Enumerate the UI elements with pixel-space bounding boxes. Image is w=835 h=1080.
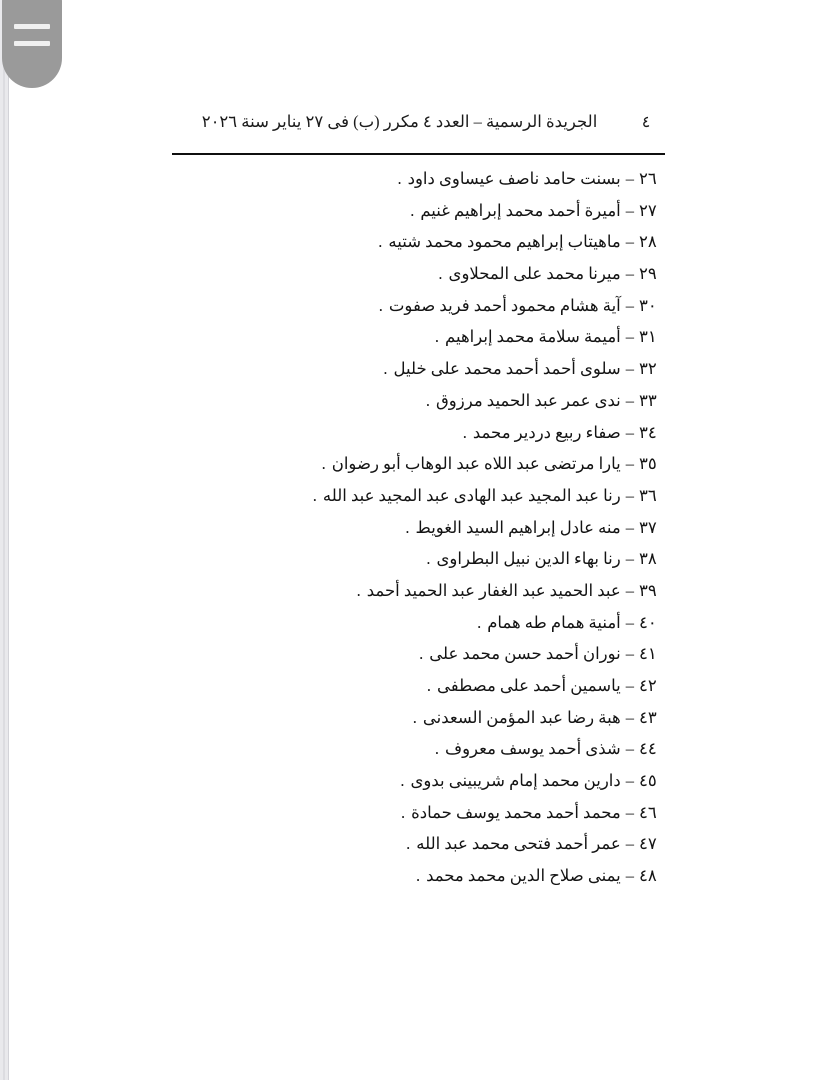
list-item-period: . [405,517,410,537]
list-item-period: . [415,866,421,886]
header-title: الجريدة الرسمية – العدد ٤ مكرر (ب) فى ٢٧ يناير سنة ٢٠٢٦ [201,112,598,131]
list-item-period: . [410,200,415,220]
list-item [172,803,665,835]
list-item-name: محمد أحمد محمد يوسف حمادة [411,802,621,822]
list-item-name: أمنية همام طه همام [487,612,621,632]
list-item-number: ٢٦ [639,169,657,188]
list-item-dash: – [625,866,634,886]
list-item-period: . [378,295,383,315]
list-item [172,866,665,898]
list-item-dash: – [625,549,634,569]
sidebar-toggle-button[interactable] [2,0,62,88]
list-item-name: أميرة أحمد محمد إبراهيم غنيم [420,200,621,220]
hamburger-icon-bar-2 [14,41,50,46]
list-item [172,834,665,866]
list-item-period: . [397,169,402,188]
scrollbar-track-line [3,0,5,1080]
list-item-name: شذى أحمد يوسف معروف [444,739,621,759]
list-item-dash: – [625,200,634,220]
list-item [172,201,665,233]
list-item-period: . [400,771,405,791]
list-item [172,232,665,264]
list-item-dash: – [625,390,634,410]
list-item-period: . [356,580,361,600]
list-item-number: ٤٠ [639,612,657,632]
list-item-number: ٤٦ [639,802,657,822]
list-item [172,644,665,676]
list-item-period: . [321,454,326,474]
list-item-number: ٣٥ [639,454,657,474]
list-item-period: . [378,232,383,252]
list-item-period: . [438,264,443,284]
list-item-number: ٢٨ [639,232,657,252]
list-item-number: ٤٥ [639,771,657,791]
list-item-number: ٤٨ [639,866,657,886]
list-item-dash: – [625,802,634,822]
list-item [172,613,665,645]
list-item [172,296,665,328]
list-item-period: . [425,390,430,410]
list-item-number: ٤٢ [639,676,657,695]
list-item-period: . [312,485,317,505]
list-item-number: ٣٧ [639,517,657,537]
list-item-number: ٣٤ [639,422,657,442]
list-item-number: ٤٣ [639,707,657,727]
list-item-name: دارين محمد إمام شريبينى بدوى [410,771,621,791]
list-item-dash: – [625,612,634,632]
page-blank-area [9,910,835,1080]
list-item [172,549,665,581]
list-item-name: صفاء ربيع دردير محمد [472,422,621,442]
list-item [172,739,665,771]
list-item-period: . [406,834,411,854]
list-item-name: عبد الحميد عبد الغفار عبد الحميد أحمد [366,580,621,600]
list-item-name: سلوى أحمد أحمد محمد على خليل [393,359,621,379]
list-item-name: يمنى صلاح الدين محمد محمد [426,866,621,886]
list-item [172,327,665,359]
list-item-name: رنا بهاء الدين نبيل البطراوى [436,549,621,569]
list-item-dash: – [625,580,634,600]
list-item-dash: – [625,644,634,664]
list-item-dash: – [625,232,634,252]
list-item [172,581,665,613]
list-item-name: رنا عبد المجيد عبد الهادى عبد المجيد عبد الله [322,485,621,505]
list-item-dash: – [625,169,634,188]
list-item-number: ٣٩ [639,580,657,600]
list-item-name: بسنت حامد ناصف عيساوى داود [407,169,621,188]
list-item-number: ٣٣ [639,390,657,410]
list-item [172,454,665,486]
page-running-header [172,112,665,142]
list-item-number: ٣٦ [639,485,657,505]
list-item-period: . [434,739,439,759]
list-item-period: . [426,549,431,569]
list-item-period: . [412,707,417,727]
list-item-dash: – [625,295,634,315]
list-item-number: ٣٨ [639,549,657,569]
list-item-period: . [383,359,388,379]
list-item-name: ميرنا محمد على المحلاوى [448,264,621,284]
list-item-name: ندى عمر عبد الحميد مرزوق [435,390,621,410]
list-item-dash: – [625,517,634,537]
list-item-dash: – [625,676,634,695]
header-divider-rule [172,153,665,155]
list-item [172,264,665,296]
list-item-period: . [400,802,406,822]
list-item-period: . [462,422,467,442]
list-item-period: . [426,676,432,695]
list-item-number: ٤٧ [639,834,657,854]
list-item [172,771,665,803]
list-item [172,518,665,550]
page-content-column [172,112,665,898]
list-item-name: أميمة سلامة محمد إبراهيم [445,327,621,347]
list-item [172,359,665,391]
hamburger-icon-bar-1 [14,24,50,29]
list-item-name: عمر أحمد فتحى محمد عبد الله [416,834,621,854]
list-item-dash: – [625,834,634,854]
list-item-number: ٣١ [639,327,657,347]
viewer-scrollbar-track[interactable] [0,0,9,1080]
list-item-dash: – [625,327,634,347]
list-item [172,169,665,201]
list-item-name: آية هشام محمود أحمد فريد صفوت [388,295,621,315]
list-item [172,708,665,740]
list-item [172,423,665,455]
page-number: ٤ [641,114,651,131]
list-item-name: ماهيتاب إبراهيم محمود محمد شتيه [388,232,621,252]
list-item-dash: – [625,771,634,791]
list-item [172,391,665,423]
list-item [172,486,665,518]
list-item-number: ٣٢ [639,359,657,379]
list-item-number: ٢٧ [639,200,657,220]
list-item-dash: – [625,485,634,505]
list-item-number: ٤١ [639,644,657,664]
list-item [172,676,665,708]
numbered-name-list [172,169,665,898]
list-item-number: ٤٤ [639,739,657,759]
list-item-name: هبة رضا عبد المؤمن السعدنى [422,707,621,727]
list-item-number: ٣٠ [639,295,657,315]
list-item-number: ٢٩ [639,264,657,284]
list-item-dash: – [625,454,634,474]
list-item-period: . [434,327,440,347]
list-item-name: منه عادل إبراهيم السيد الغويط [415,517,621,537]
list-item-dash: – [625,264,634,284]
list-item-dash: – [625,359,634,379]
list-item-dash: – [625,422,634,442]
list-item-dash: – [625,707,634,727]
list-item-name: ياسمين أحمد على مصطفى [437,676,621,695]
list-item-period: . [419,644,424,664]
list-item-name: نوران أحمد حسن محمد على [429,644,621,664]
list-item-name: يارا مرتضى عبد اللاه عبد الوهاب أبو رضوان [331,454,621,474]
list-item-period: . [477,612,482,632]
document-page [9,0,835,1080]
list-item-dash: – [625,739,634,759]
